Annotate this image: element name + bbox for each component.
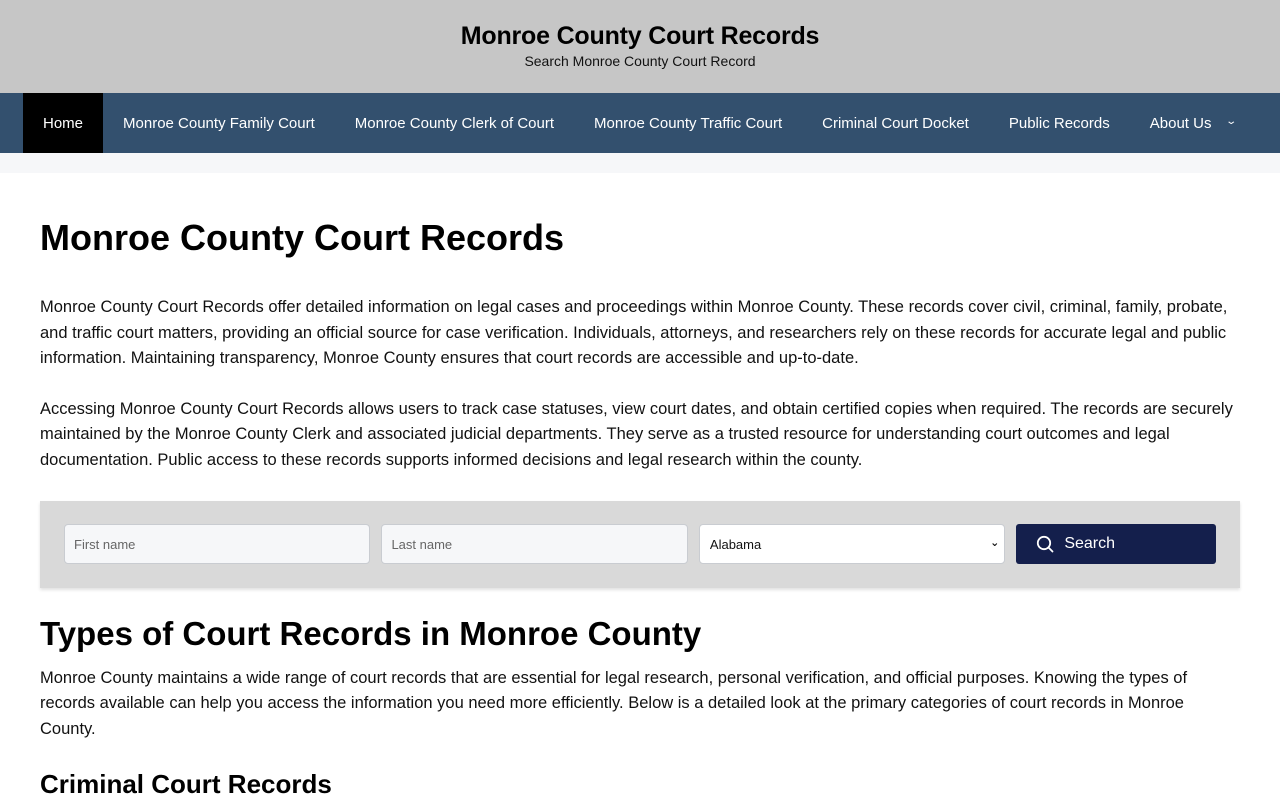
nav-item-traffic-court[interactable] xyxy=(574,93,802,153)
state-select-wrapper xyxy=(699,524,1005,564)
state-select[interactable] xyxy=(699,524,1005,564)
search-button[interactable] xyxy=(1016,524,1216,564)
nav-spacer xyxy=(0,153,1280,173)
nav-item-family-court[interactable] xyxy=(103,93,335,153)
page-title: Monroe County Court Records xyxy=(40,217,565,258)
site-tagline: Search Monroe County Court Record xyxy=(524,53,756,69)
section-paragraph: Monroe County maintains a wide range of court records that are essential for legal research, personal verification, and official purposes. Knowing the types of records available can help you access the information you need more efficiently. Below is a detailed look at the primary categories of court records in Monroe County. xyxy=(40,668,1188,738)
chevron-down-icon: ⌄ xyxy=(990,537,1000,550)
nav-item-label: Monroe County Family Court xyxy=(123,114,315,132)
site-title[interactable]: Monroe County Court Records xyxy=(460,22,820,50)
nav-item-criminal-court-docket[interactable] xyxy=(802,93,989,153)
main-nav xyxy=(0,93,1280,153)
main-content xyxy=(0,173,1280,800)
section-title: Types of Court Records in Monroe County xyxy=(40,614,702,652)
nav-item-label: Public Records xyxy=(1008,114,1110,132)
search-icon xyxy=(1036,535,1054,553)
nav-item-home[interactable] xyxy=(23,93,103,153)
nav-item-about-us[interactable] xyxy=(1130,93,1256,153)
last-name-input[interactable] xyxy=(381,524,687,564)
chevron-down-icon[interactable]: ⌄ xyxy=(1225,115,1238,127)
nav-item-label: About Us xyxy=(1149,114,1212,132)
nav-item-clerk-of-court[interactable] xyxy=(335,93,574,153)
access-paragraph: Accessing Monroe County Court Records allows users to track case statuses, view court dates, and obtain certified copies when required. The records are securely maintained by the Monroe County Clerk and associated judicial departments. They serve as a trusted resource for understanding court outcomes and legal documentation. Public access to these records supports informed decisions and legal research within the county. xyxy=(40,399,1233,469)
record-search-form xyxy=(40,501,1240,588)
site-header xyxy=(0,0,1280,93)
nav-item-label: Home xyxy=(43,114,84,132)
nav-item-label: Criminal Court Docket xyxy=(822,114,969,132)
first-name-input[interactable] xyxy=(64,524,370,564)
nav-item-label: Monroe County Clerk of Court xyxy=(354,114,554,132)
subsection-title: Criminal Court Records xyxy=(40,769,332,800)
nav-item-label: Monroe County Traffic Court xyxy=(594,114,783,132)
search-button-label: Search xyxy=(1064,535,1116,553)
nav-item-public-records[interactable] xyxy=(989,93,1130,153)
intro-paragraph: Monroe County Court Records offer detailed information on legal cases and proceedings within Monroe County. These records cover civil, criminal, family, probate, and traffic court matters, providing an official source for case verification. Individuals, attorneys, and researchers rely on these records for accurate legal and public information. Maintaining transparency, Monroe County ensures that court records are accessible and up-to-date. xyxy=(40,298,1228,368)
